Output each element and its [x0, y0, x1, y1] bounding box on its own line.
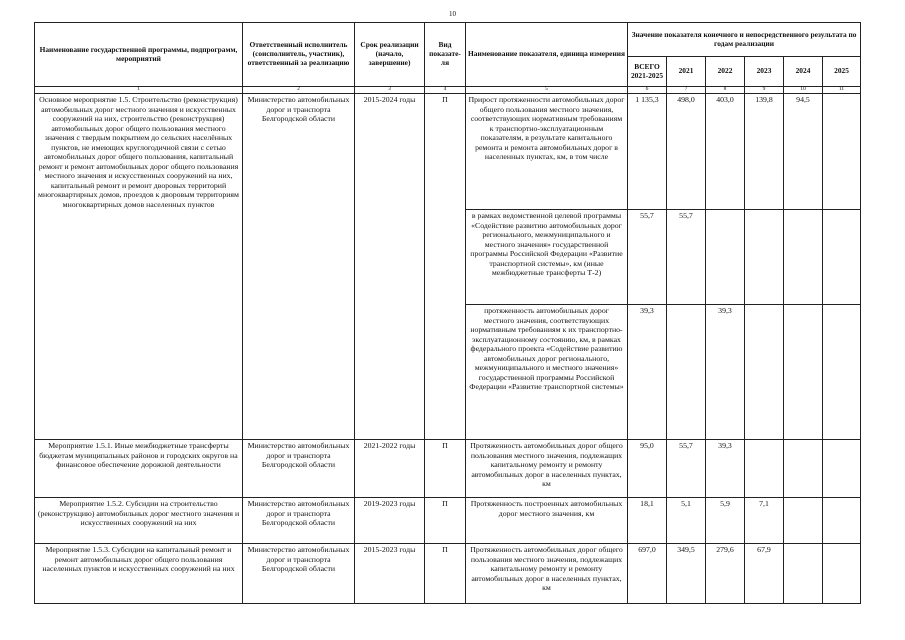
value-2025 [823, 544, 861, 604]
value-2022: 39,3 [706, 440, 745, 498]
sub-event-executor: Министерство автомобильных дорог и транспорта Белгородской области [243, 440, 355, 498]
header-col-indicator: Наименование показателя, единица измерения [466, 23, 628, 87]
sub-event-name: Мероприятие 1.5.1. Иные межбюджетные трансферты бюджетам муниципальных районов и городских округов на финансовое обеспечение дорожной деятельности [35, 440, 243, 498]
sub-event-name: Мероприятие 1.5.3. Субсидии на капитальный ремонт и ремонт автомобильных дорог общего пользования населенных пунктов и искусственных сооружений на них [35, 544, 243, 604]
column-number: 9 [745, 87, 784, 94]
column-number: 5 [466, 87, 628, 94]
main-event-executor: Министерство автомобильных дорог и транспорта Белгородской области [243, 94, 355, 440]
column-number: 6 [628, 87, 667, 94]
header-values-group: Значение показателя конечного и непосредственного результата по годам реализации [628, 23, 861, 57]
value-2022: 5,9 [706, 498, 745, 544]
page-number: 10 [449, 10, 456, 18]
value-total: 55,7 [628, 210, 667, 305]
value-2021: 5,1 [667, 498, 706, 544]
sub-event-period: 2015-2023 годы [355, 544, 425, 604]
value-2024 [784, 210, 823, 305]
program-table [34, 22, 861, 604]
main-event-period: 2015-2024 годы [355, 94, 425, 440]
column-number-row [35, 87, 861, 94]
value-2023 [745, 440, 784, 498]
header-col-executor: Ответственный исполнитель (соисполнитель, участник), ответственный за реализацию [243, 23, 355, 87]
indicator-name: в рамках ведомственной целевой программы «Содействие развитию автомобильных дорог регионального, межмуниципального и местного значения» государственной программы Российской Федерации «Развитие транспортной системы», км (иные межбюджетные трансферты Т-2) [466, 210, 628, 305]
value-2023 [745, 305, 784, 440]
table-row [35, 440, 861, 498]
value-2023: 67,9 [745, 544, 784, 604]
column-number: 10 [784, 87, 823, 94]
column-number: 8 [706, 87, 745, 94]
sub-event-name: Мероприятие 1.5.2. Субсидии на строительство (реконструкцию) автомобильных дорог местного значения и искусственных сооружений на них [35, 498, 243, 544]
value-2021: 498,0 [667, 94, 706, 210]
value-2022: 403,0 [706, 94, 745, 210]
header-col-name: Наименование государственной программы, подпрограмм, мероприятий [35, 23, 243, 87]
indicator-name: Прирост протяженности автомобильных дорог общего пользования местного значения, соответствующих нормативным требованиям к транспортно-эксплуатационным показателям, в результате капитального ремонта и ремонта автомобильных дорог в населенных пунктах, км, в том числе [466, 94, 628, 210]
value-2024 [784, 498, 823, 544]
header-year-2024: 2024 [784, 57, 823, 87]
value-2021: 349,5 [667, 544, 706, 604]
value-total: 1 135,3 [628, 94, 667, 210]
sub-event-executor: Министерство автомобильных дорог и транспорта Белгородской области [243, 498, 355, 544]
indicator-name: Протяженность автомобильных дорог общего пользования местного значения, подлежащих капитальному ремонту и ремонту автомобильных дорог в населенных пунктах, км [466, 544, 628, 604]
header-total: ВСЕГО 2021-2025 [628, 57, 667, 87]
value-2021: 55,7 [667, 440, 706, 498]
header-year-2025: 2025 [823, 57, 861, 87]
value-2021 [667, 305, 706, 440]
value-total: 39,3 [628, 305, 667, 440]
value-2023: 139,8 [745, 94, 784, 210]
header-year-2022: 2022 [706, 57, 745, 87]
indicator-name: протяженность автомобильных дорог местного значения, соответствующих нормативным требованиям к их транспортно-эксплуатационному состоянию, км, в рамках федерального проекта «Содействие развитию автомобильных дорог регионального, межмуниципального и местного значения» государственной программы Российской Федерации «Развитие транспортной системы» [466, 305, 628, 440]
value-2024 [784, 305, 823, 440]
value-total: 18,1 [628, 498, 667, 544]
header-year-2021: 2021 [667, 57, 706, 87]
value-2023 [745, 210, 784, 305]
value-2025 [823, 210, 861, 305]
value-2024 [784, 544, 823, 604]
value-2025 [823, 440, 861, 498]
value-2024 [784, 440, 823, 498]
value-2025 [823, 305, 861, 440]
value-total: 95,0 [628, 440, 667, 498]
value-2025 [823, 94, 861, 210]
value-2022: 279,6 [706, 544, 745, 604]
sub-event-period: 2021-2022 годы [355, 440, 425, 498]
sub-event-kind: П [425, 440, 466, 498]
value-2022 [706, 210, 745, 305]
sub-event-kind: П [425, 544, 466, 604]
sub-event-kind: П [425, 498, 466, 544]
sub-event-executor: Министерство автомобильных дорог и транспорта Белгородской области [243, 544, 355, 604]
value-total: 697,0 [628, 544, 667, 604]
indicator-name: Протяженность автомобильных дорог общего пользования местного значения, подлежащих капитальному ремонту и ремонту автомобильных дорог в населенных пунктах, км [466, 440, 628, 498]
value-2021: 55,7 [667, 210, 706, 305]
sub-event-period: 2019-2023 годы [355, 498, 425, 544]
header-year-2023: 2023 [745, 57, 784, 87]
header-col-period: Срок реализации (начало, завершение) [355, 23, 425, 87]
header-col-kind: Вид показате-ля [425, 23, 466, 87]
column-number: 7 [667, 87, 706, 94]
table-row [35, 544, 861, 604]
column-number: 2 [243, 87, 355, 94]
main-event-name: Основное мероприятие 1.5. Строительство (реконструкция) автомобильных дорог местного значения и искусственных сооружений на них, строительство (реконструкция) автомобильных дорог общего пользования местного значения с твердым покрытием до сельских населённых пунктов, не имеющих круглогодичной связи с сетью автомобильных дорог общего пользования, капитальный ремонт и ремонт автомобильных дорог общего пользования местного значения и искусственных сооружений на них, капитальный ремонт и ремонт дворовых территорий многоквартирных домов, проездов к дворовым территориям многоквартирных домов населенных пунктов [35, 94, 243, 440]
table-row [35, 498, 861, 544]
value-2024: 94,5 [784, 94, 823, 210]
value-2023: 7,1 [745, 498, 784, 544]
indicator-name: Протяженность построенных автомобильных дорог местного значения, км [466, 498, 628, 544]
column-number: 1 [35, 87, 243, 94]
main-event-kind: П [425, 94, 466, 440]
column-number: 3 [355, 87, 425, 94]
value-2022: 39,3 [706, 305, 745, 440]
column-number: 4 [425, 87, 466, 94]
column-number: 11 [823, 87, 861, 94]
table-row [35, 94, 861, 210]
value-2025 [823, 498, 861, 544]
